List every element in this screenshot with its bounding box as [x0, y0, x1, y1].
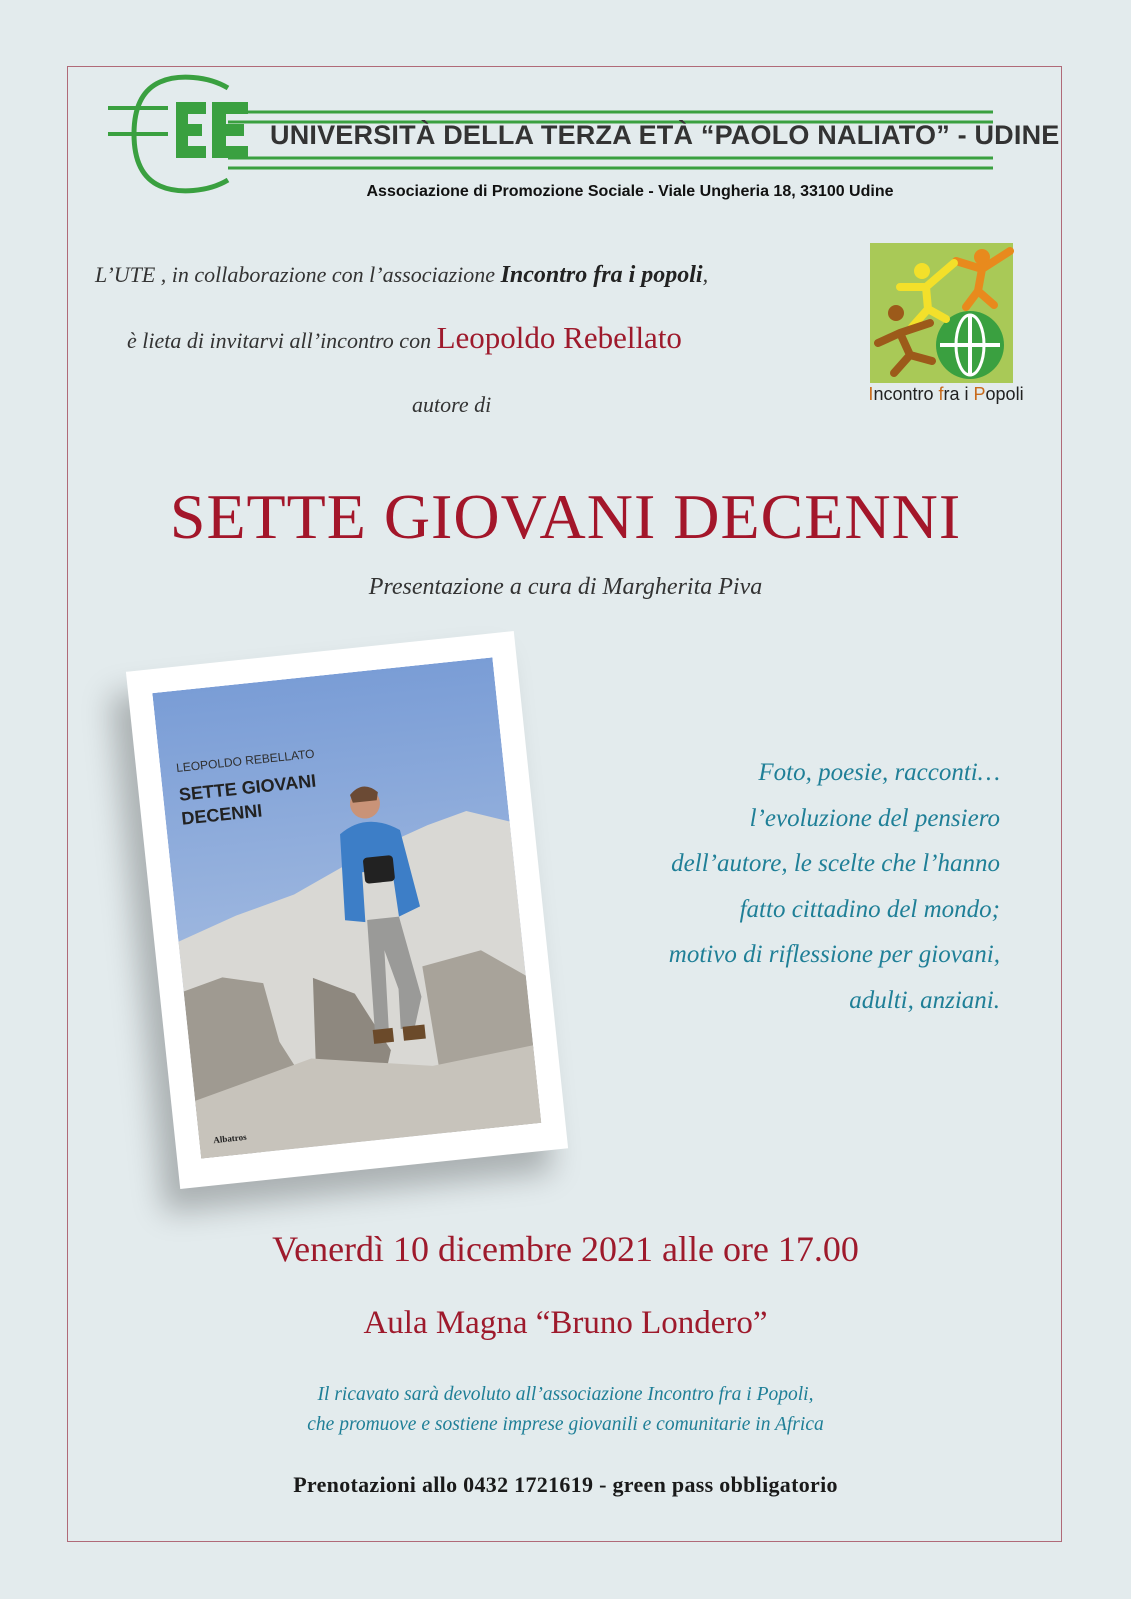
- cover-title-line-1: SETTE GIOVANI: [178, 770, 318, 805]
- cover-publisher: Albatros: [212, 1131, 248, 1146]
- note-line: Il ricavato sarà devoluto all’associazione Incontro fra i Popoli,: [317, 1384, 814, 1405]
- book-description: [560, 750, 1000, 1023]
- event-date: Venerdì 10 dicembre 2021 alle ore 17.00: [272, 1229, 859, 1269]
- partner-logo-initial-i: I: [868, 384, 874, 404]
- intro-line-1-comma: ,: [702, 262, 709, 287]
- intro-line-1: [95, 262, 708, 289]
- partner-logo-word-3: opoli: [985, 384, 1024, 404]
- description-line: dell’autore, le scelte che l’hanno: [671, 850, 1000, 877]
- cover-author-name: LEOPOLDO REBELLATO: [175, 746, 316, 776]
- partner-logo-name: [846, 384, 1046, 405]
- partner-logo-word-2: ra i: [943, 384, 974, 404]
- association-address: Associazione di Promozione Sociale - Viale Ungheria 18, 33100 Udine: [366, 183, 894, 200]
- partner-org-name: Incontro fra i popoli: [500, 262, 703, 288]
- book-title: SETTE GIOVANI DECENNI: [169, 481, 962, 552]
- intro-line-3: autore di: [412, 392, 492, 417]
- note-line: che promuove e sostiene imprese giovanili e comunitarie in Africa: [307, 1414, 824, 1435]
- description-line: fatto cittadino del mondo;: [739, 895, 1000, 923]
- booking-info: Prenotazioni allo 0432 1721619 - green pass obbligatorio: [293, 1472, 838, 1497]
- book-cover-image: [126, 631, 568, 1189]
- description-line: adulti, anziani.: [849, 986, 1000, 1014]
- description-line: Foto, poesie, racconti…: [758, 759, 1000, 786]
- proceeds-note: [0, 1380, 1131, 1440]
- event-venue: Aula Magna “Bruno Londero”: [363, 1305, 768, 1341]
- description-line: motivo di riflessione per giovani,: [668, 941, 1000, 968]
- presentation-credit: Presentazione a cura di Margherita Piva: [368, 574, 763, 600]
- intro-line-2-text: è lieta di invitarvi all’incontro con: [127, 328, 437, 353]
- partner-logo-initial-p: P: [973, 384, 986, 404]
- cover-title-line-2: DECENNI: [180, 800, 264, 829]
- incontro-fra-i-popoli-logo-icon: [870, 243, 1020, 383]
- university-title: UNIVERSITÀ DELLA TERZA ETÀ “PAOLO NALIATO” - UDINE: [270, 120, 1060, 150]
- intro-line-2: [127, 320, 682, 356]
- author-name: Leopoldo Rebellato: [436, 320, 682, 355]
- description-line: l’evoluzione del pensiero: [749, 804, 1000, 832]
- book-cover-photo: [152, 657, 541, 1158]
- partner-logo-initial-f: f: [938, 384, 944, 404]
- intro-line-1-text: L’UTE , in collaborazione con l’associazione: [95, 262, 501, 287]
- partner-logo-word-1: ncontro: [873, 384, 939, 404]
- mountain-photo-icon: [152, 657, 541, 1158]
